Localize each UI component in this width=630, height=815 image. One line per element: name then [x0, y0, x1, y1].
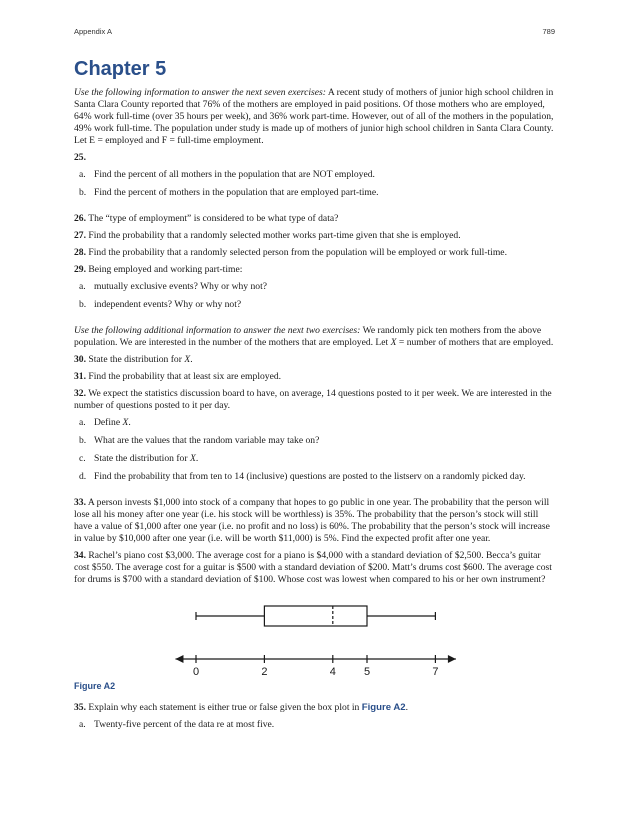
figure-a2-boxplot: [74, 594, 557, 676]
question-29-b: b. independent events? Why or why not?: [79, 299, 242, 310]
axis-tick-label: 7: [432, 666, 439, 676]
question-34: 34. Rachel’s piano cost $3,000. The average cost for a piano is $4,000 with a standard deviation of $2,500. Becca’s guitar cost $550. The average cost for a guitar is $500 with a standard deviation of $200. Matt’s drums cost $600. The average cost for drums is $700 with a standard deviation of $100. Whose cost was lowest when compared to his or her own instrument?: [74, 550, 552, 585]
box-plot: [196, 606, 435, 626]
figure-caption: Figure A2: [74, 681, 116, 691]
axis-tick-label: 5: [363, 666, 371, 676]
question-26: 26. The “type of employment” is considered to be what type of data?: [74, 213, 339, 224]
intro-paragraph-1: Use the following information to answer the next seven exercises: A recent study of mothers of junior high school children in Santa Clara County reported that 76% of the mothers are employed in paid positions. Of those mothers who are employed, 64% work full-time (over 35 hours per week), and 36% work part-time. However, out of all of the mothers in the population, 49% work full-time. The population under study is made up of mothers of junior high school children in Santa Clara County. Let E = employed and F = full-time employment.: [74, 87, 554, 146]
question-25-b: b. Find the percent of mothers in the population that are employed part-time.: [79, 187, 379, 198]
axis-tick-label: 0: [192, 666, 200, 676]
number-line-axis: [175, 655, 455, 676]
question-33: 33. A person invests $1,000 into stock of a company that hopes to go public in one year. The probability that the person will lose all his money after one year (i.e. his stock will be worthless) is 35%. The probability that the person’s stock will still have a value of $1,000 after one year (i.e. no profit and no loss) is 60%. The probability that the person’s stock will increase in value by $10,000 after one year (i.e. will be worth $11,000) is 5%. Find the expected profit after one year.: [74, 497, 550, 544]
intro-paragraph-2: Use the following additional information to answer the next two exercises: We randomly pick ten mothers from the above population. We are interested in the number of the mothers that are employed. Let X = number of mothers that are employed.: [74, 325, 554, 348]
question-32-d: d. Find the probability that from ten to 14 (inclusive) questions are posted to the listserv on a randomly picked day.: [79, 471, 526, 482]
page-number: 789: [542, 27, 555, 36]
question-25-a: a. Find the percent of all mothers in the population that are NOT employed.: [79, 169, 375, 180]
figure-reference: Figure A2: [361, 702, 406, 713]
running-header: Appendix A: [74, 27, 112, 36]
question-30: 30. State the distribution for X.: [74, 354, 193, 365]
question-32: 32. We expect the statistics discussion board to have, on average, 14 questions posted to it per week. We are interested in the number of questions posted to it per day.: [74, 388, 552, 411]
intro-italic: Use the following information to answer the next seven exercises:: [74, 87, 326, 98]
axis-tick-label: 4: [329, 666, 336, 676]
question-32-b: b. What are the values that the random variable may take on?: [79, 435, 320, 446]
axis-tick-label: 2: [261, 666, 268, 676]
question-25: 25.: [74, 152, 86, 163]
question-32-a: a. Define X.: [79, 417, 131, 428]
question-32-c: c. State the distribution for X.: [79, 453, 199, 464]
page-content: [74, 57, 557, 737]
question-28: 28. Find the probability that a randomly selected person from the population will be employed or work full-time.: [74, 247, 507, 258]
question-35-a: a. Twenty-five percent of the data re at most five.: [79, 719, 275, 730]
chapter-title: Chapter 5: [74, 58, 167, 80]
question-27: 27. Find the probability that a randomly selected mother works part-time given that she is employed.: [74, 230, 461, 241]
question-29: 29. Being employed and working part-time:: [74, 264, 243, 275]
question-29-a: a. mutually exclusive events? Why or why not?: [79, 281, 268, 292]
question-35: 35. Explain why each statement is either true or false given the box plot in Figure A2.: [74, 702, 409, 713]
axis-left-arrow: [175, 655, 183, 663]
question-31: 31. Find the probability that at least six are employed.: [74, 371, 282, 382]
axis-right-arrow: [448, 655, 456, 663]
boxplot-svg: [74, 594, 557, 676]
boxplot-box: [264, 606, 367, 626]
